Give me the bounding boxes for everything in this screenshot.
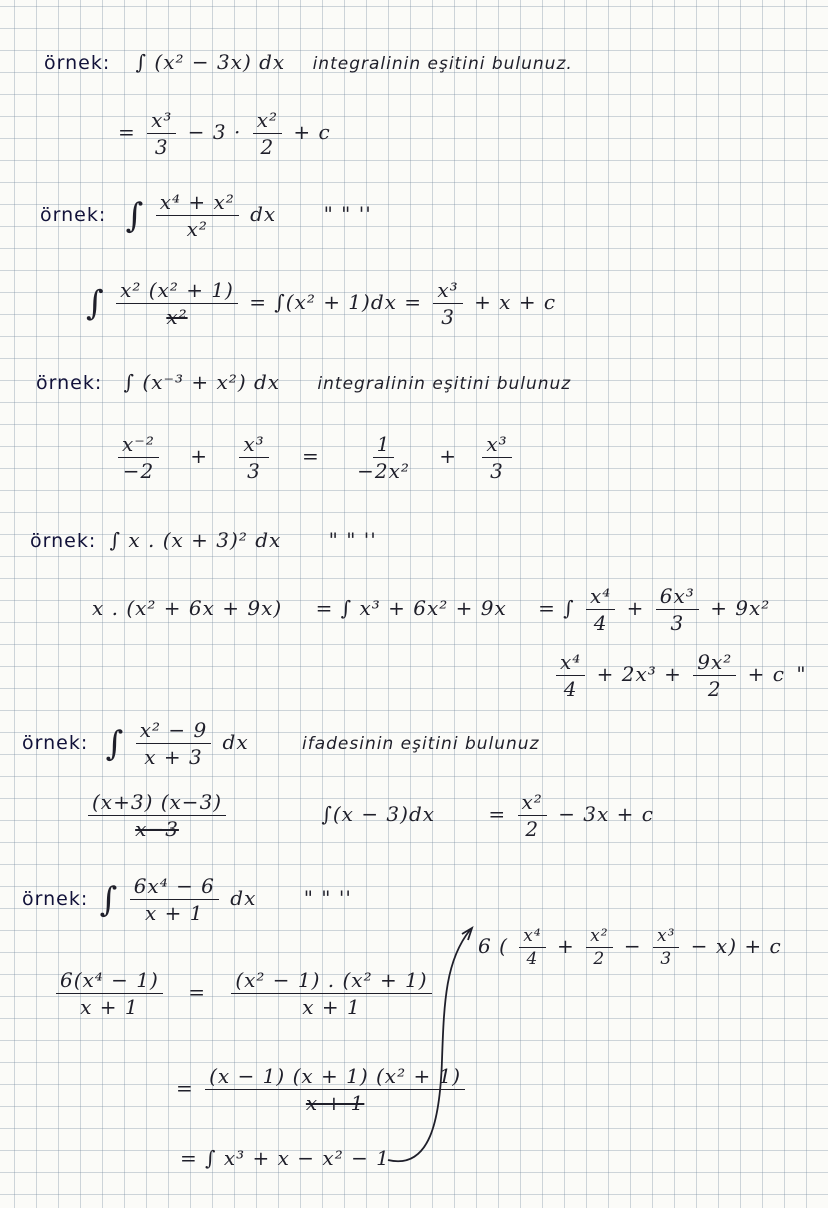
fraction [656,584,699,635]
example-label: örnek: [30,530,97,552]
expression-part: + 2x³ + [596,662,682,686]
fraction [693,650,736,701]
integral-sign: ∫ [86,283,105,324]
expression-part: = ∫ x³ + x − x² − 1 [180,1146,390,1170]
fraction [130,874,219,925]
denominator: 2 [260,135,275,159]
expression-part: + 9x² [710,596,771,620]
example-3-statement [36,370,571,394]
numerator: (x − 1) (x + 1) (x² + 1) [205,1064,465,1090]
differential: dx [230,886,257,910]
numerator: x³ [653,926,679,948]
instruction-text: integralinin eşitini bulunuz [317,374,572,394]
minus-sign: − [623,934,642,958]
plus-sign: + [557,934,575,958]
fraction [231,968,431,1019]
denominator: x−3 [135,817,179,841]
fraction [433,278,462,329]
plus-sign: + [439,444,458,468]
fraction [116,278,238,329]
differential: dx [250,202,277,226]
example-label: örnek: [22,888,89,910]
plus-sign: + [190,444,208,468]
fraction [519,926,545,969]
example-5-solution [84,790,654,841]
example-6-step-2 [176,1064,469,1115]
integral-sign: ∫ [99,879,119,920]
instruction-text: integralinin eşitini bulunuz. [312,54,573,74]
numerator: x⁴ [519,926,545,948]
fraction [88,790,226,841]
ditto-marks: " " '' [328,528,377,552]
numerator: 6x³ [656,584,699,610]
denominator: x² [166,305,188,329]
denominator: x + 1 [302,995,361,1019]
example-4-expansion: x . (x² + 6x + 9x) = ∫ x³ + 6x² + 9x = ∫ $\frac{\text{x⁴}}{4}$ + $\frac{\text{6x³}}{3}$ + 9x² [92,584,771,635]
instruction-text: ifadesinin eşitini bulunuz [302,734,540,754]
expression-part: 6 ( [478,934,508,958]
equals-sign: = [188,980,206,1004]
fraction [353,432,414,483]
ditto-marks: " " '' [323,202,372,226]
numerator: x⁴ + x² [156,190,239,216]
example-5-statement [22,718,540,769]
denominator: x + 3 [144,745,203,769]
example-label: örnek: [40,204,107,226]
numerator: x² [518,790,547,816]
ditto-marks: " [796,662,807,686]
numerator: x² [586,926,612,948]
integral-expression: ∫ x . (x + 3)² dx [109,528,282,552]
fraction [147,108,176,159]
example-4-result [552,650,807,701]
ditto-marks: " " '' [303,886,352,910]
fraction [136,718,212,769]
denominator: 3 [247,459,261,483]
numerator: 9x² [693,650,736,676]
denominator: 2 [525,817,540,841]
example-6-result [478,926,782,969]
equals-sign: = [118,120,136,144]
integral-expression: ∫ (x² − 3x) dx [135,50,286,74]
fraction [653,926,679,969]
fraction [239,432,268,483]
expression-part: = ∫(x² + 1)dx = [249,290,423,314]
numerator: x³ [433,278,462,304]
numerator: x³ [239,432,268,458]
numerator: 6x⁴ − 6 [130,874,219,900]
denominator: 3 [490,459,504,483]
integral-expression: ∫ (x⁻³ + x²) dx [123,370,281,394]
denominator: 3 [670,611,685,635]
numerator: (x+3) (x−3) [88,790,226,816]
denominator: 3 [660,949,673,969]
example-6-step-3 [180,1146,390,1170]
example-3-solution [114,432,516,483]
denominator: 3 [154,135,169,159]
example-4-statement [30,528,377,552]
example-1-result [118,108,331,159]
expression-part: = ∫ x³ + 6x² + 9x [315,596,507,620]
expression-part: + x + c [474,290,557,314]
expression-part: = ∫ [538,596,575,620]
numerator: x⁴ [586,584,615,610]
differential: dx [222,730,249,754]
example-6-step-1 [52,968,436,1019]
fraction [156,190,239,241]
expression-part: − x) + c [690,934,782,958]
equals-sign: = [176,1076,194,1100]
expression-part: − 3 · [187,120,242,144]
expression-part: x . (x² + 6x + 9x) [92,596,283,620]
fraction [586,926,612,969]
constant-term: + c [293,120,331,144]
denominator: −2 [122,459,155,483]
expression-part: − 3x + c [558,802,654,826]
denominator: x² [186,217,208,241]
numerator: x⁻² [118,432,159,458]
numerator: (x² − 1) . (x² + 1) [231,968,431,994]
denominator: 2 [593,949,606,969]
fraction [118,432,159,483]
example-label: örnek: [36,372,103,394]
numerator: 6(x⁴ − 1) [56,968,163,994]
denominator: −2x² [357,459,410,483]
expression-part: ∫(x − 3)dx [321,802,436,826]
fraction [586,584,615,635]
numerator: x² [253,108,282,134]
integral-sign: ∫ [105,723,125,764]
fraction [518,790,547,841]
numerator: x³ [482,432,511,458]
denominator: 4 [563,677,578,701]
fraction [253,108,282,159]
example-label: örnek: [44,52,111,74]
denominator: 3 [441,305,455,329]
numerator: x² (x² + 1) [116,278,238,304]
fraction [556,650,585,701]
equals-sign: = [488,802,507,826]
numerator: x² − 9 [136,718,212,744]
denominator: 2 [707,677,722,701]
example-label: örnek: [22,732,89,754]
denominator: x + 1 [80,995,139,1019]
constant-term: + c [747,662,785,686]
numerator: x³ [147,108,176,134]
integral-sign: ∫ [125,195,145,236]
fraction [205,1064,465,1115]
example-6-statement [22,874,352,925]
equals-sign: = [302,444,320,468]
denominator: x + 1 [305,1091,365,1115]
numerator: 1 [373,432,395,458]
example-2-statement [40,190,372,241]
denominator: 4 [593,611,608,635]
example-2-solution [86,278,556,329]
denominator: 4 [526,949,539,969]
denominator: x + 1 [145,901,204,925]
numerator: x⁴ [556,650,585,676]
example-1-statement [44,50,573,74]
fraction [56,968,163,1019]
fraction [482,432,511,483]
